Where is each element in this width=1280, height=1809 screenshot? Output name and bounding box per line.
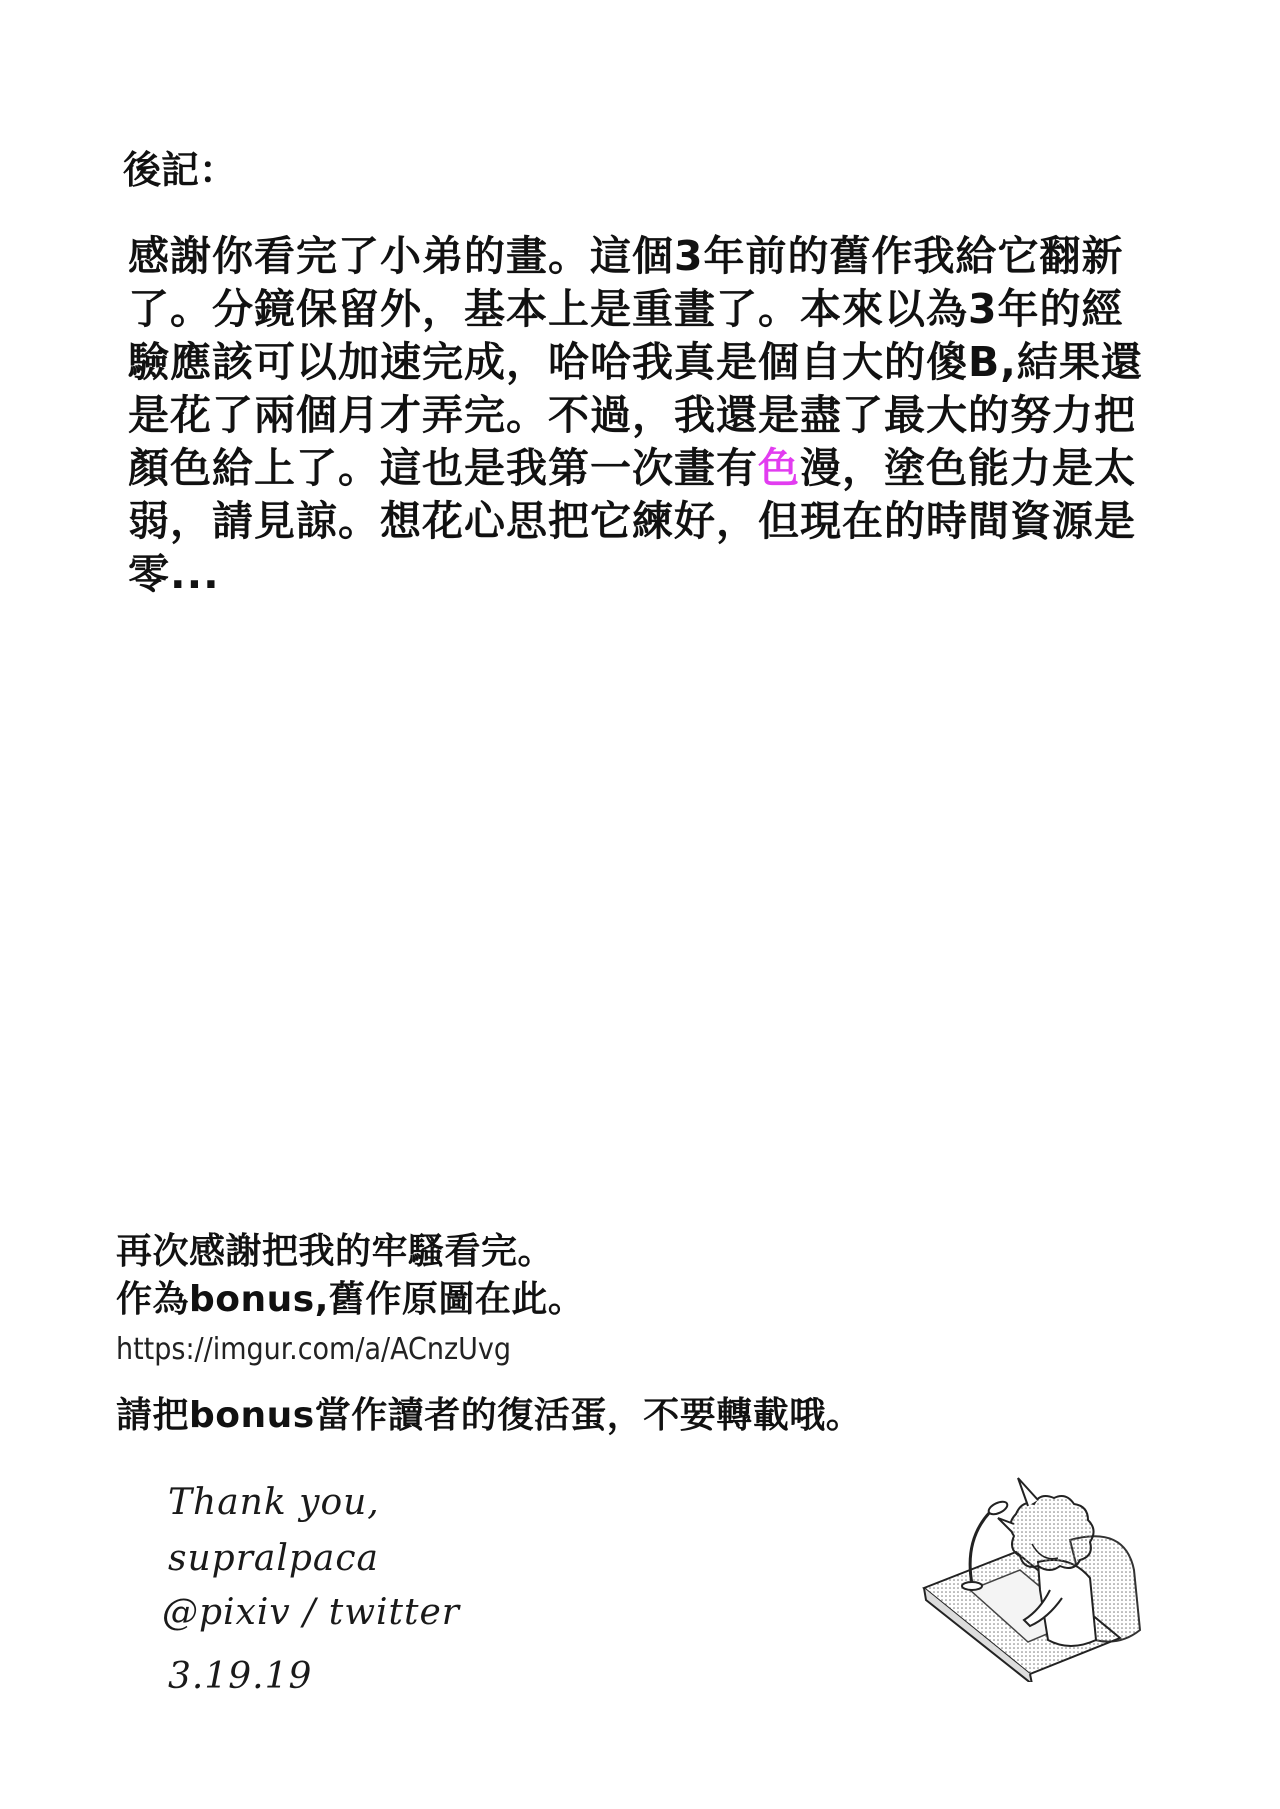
afterword-body <box>128 230 1143 601</box>
bonus-link[interactable]: https://imgur.com/a/ACnzUvg <box>116 1332 511 1367</box>
no-repost-request: 請把bonus當作讀者的復活蛋，不要轉載哦。 <box>116 1395 863 1436</box>
signature-handle: @pixiv / twitter <box>162 1592 460 1633</box>
afterword-line: 弱，請見諒。想花心思把它練好，但現在的時間資源是 <box>128 497 1136 545</box>
afterword-line: 感謝你看完了小弟的畫。這個3年前的舊作我給它翻新 <box>128 232 1124 280</box>
afterword-title: 後記： <box>123 148 238 192</box>
highlighted-character: 色 <box>758 444 800 492</box>
afterword-line-part: 漫，塗色能力是太 <box>800 444 1136 492</box>
afterword-line: 是花了兩個月才弄完。不過，我還是盡了最大的努力把 <box>128 391 1136 439</box>
afterword-line: 了。分鏡保留外，基本上是重畫了。本來以為3年的經 <box>128 285 1124 333</box>
afterword-line-part: 顏色給上了。這也是我第一次畫有 <box>128 444 758 492</box>
signature-date: 3.19.19 <box>168 1656 313 1697</box>
handwritten-signature <box>162 1482 468 1722</box>
bonus-note: 作為bonus,舊作原圖在此。 <box>116 1279 585 1320</box>
closing-thanks: 再次感謝把我的牢騷看完。 <box>116 1231 555 1272</box>
artist-at-drawing-tablet-icon <box>920 1470 1156 1682</box>
closing-block <box>116 1228 1016 1374</box>
signature-thank-you: Thank you, <box>168 1482 380 1523</box>
afterword-line <box>128 442 1136 495</box>
afterword-line: 零... <box>128 550 220 598</box>
afterword-line: 驗應該可以加速完成，哈哈我真是個自大的傻B,結果還 <box>128 338 1143 386</box>
signature-name: supralpaca <box>168 1538 380 1579</box>
